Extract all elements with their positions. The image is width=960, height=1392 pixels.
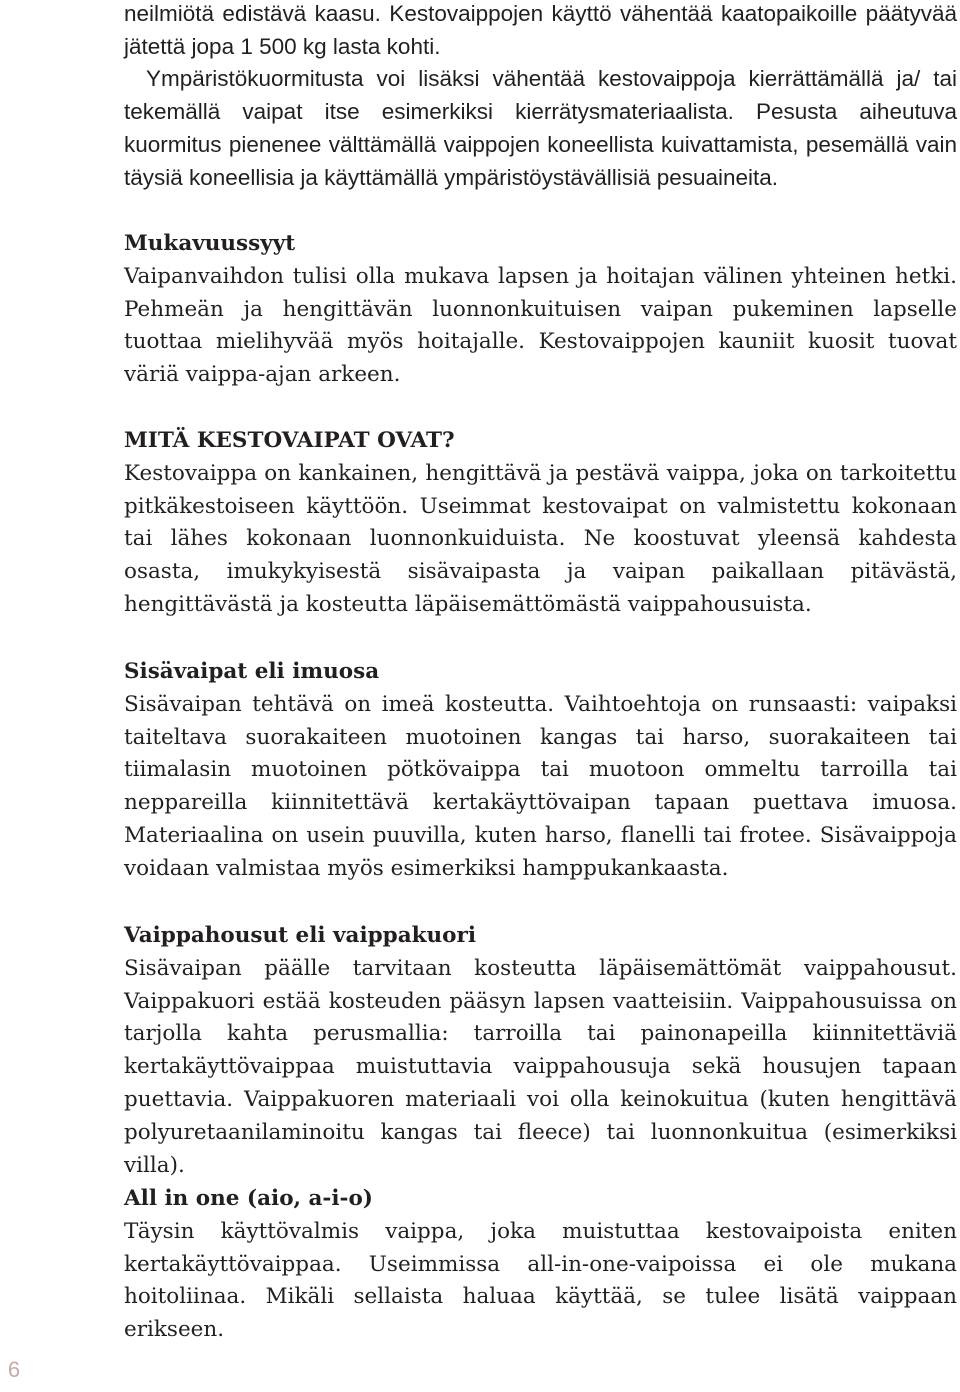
- section-heading: Vaippahousut eli vaippakuori: [124, 923, 477, 948]
- section-sisavaipat: [124, 656, 957, 886]
- intro-text: [124, 0, 957, 194]
- intro-paragraph-1: neilmiötä edistävä kaasu. Kestovaippojen käyttö vähentää kaatopaikoille päätyvää jätettä jopa 1 500 kg lasta kohti.: [124, 1, 957, 59]
- section-body: Sisävaipan päälle tarvitaan kosteutta läpäisemättömät vaippahousut. Vaippakuori estää kosteuden pääsyn lapsen vaatteisiin. Vaippahousuissa on tarjolla kahta perusmallia: tarroilla tai painonapeilla kiinnitettäviä kertakäyttövaippaa muistuttavia vaippahousuja sekä housujen tapaan puettavia. Vaippakuoren materiaali voi olla keinokuitua (kuten hengittävä polyuretaanilaminoitu kangas tai fleece) tai luonnonkuitua (esimerkiksi villa).: [124, 955, 957, 1178]
- section-heading: Sisävaipat eli imuosa: [124, 659, 380, 684]
- page-number: 6: [7, 1357, 21, 1382]
- section-body: Sisävaipan tehtävä on imeä kosteutta. Vaihtoehtoja on runsaasti: vaipaksi taiteltava suorakaiteen muotoinen kangas tai harso, suorakaiteen tai tiimalasin muotoinen pötkövaippa tai muotoon ommeltu tarroilla tai neppareilla kiinnitettävä kertakäyttövaipan tapaan puettava imuosa. Materiaalina on usein puuvilla, kuten harso, flanelli tai frotee. Sisävaippoja voidaan valmistaa myös esimerkiksi hamppukankaasta.: [124, 691, 957, 881]
- section-all-in-one: [124, 1183, 957, 1347]
- section-heading: MITÄ KESTOVAIPAT OVAT?: [124, 428, 455, 453]
- section-mukavuussyyt: [124, 228, 957, 392]
- section-mita-kestovaipat-ovat: [124, 425, 957, 622]
- section-heading: Mukavuussyyt: [124, 231, 296, 256]
- section-vaippahousut: [124, 920, 957, 1182]
- section-body: Vaipanvaihdon tulisi olla mukava lapsen ja hoitajan välinen yhteinen hetki. Pehmeän ja hengittävän luonnonkuituisen vaipan pukeminen lapselle tuottaa mielihyvää myös hoitajalle. Kestovaippojen kauniit kuosit tuovat väriä vaippa-ajan arkeen.: [124, 263, 957, 388]
- section-body: Täysin käyttövalmis vaippa, joka muistuttaa kestovaipoista eniten kertakäyttövaippaa. Useimmissa all-in-one-vaipoissa ei ole mukana hoitoliinaa. Mikäli sellaista haluaa käyttää, se tulee lisätä vaippaan erikseen.: [124, 1218, 957, 1343]
- intro-paragraph-2: Ympäristökuormitusta voi lisäksi vähentää kestovaippoja kierrättämällä ja/ tai tekemällä vaipat itse esimerkiksi kierrätysmateriaalista. Pesusta aiheutuva kuormitus pienenee välttämällä vaippojen koneellista kuivattamista, pesemällä vain täysiä koneellisia ja käyttämällä ympäristöystävällisiä pesuaineita.: [124, 66, 957, 190]
- section-heading: All in one (aio, a-i-o): [124, 1186, 373, 1211]
- section-body: Kestovaippa on kankainen, hengittävä ja pestävä vaippa, joka on tarkoitettu pitkäkestoiseen käyttöön. Useimmat kestovaipat on valmistettu kokonaan tai lähes kokonaan luonnonkuiduista. Ne koostuvat yleensä kahdesta osasta, imukykyisestä sisävaipasta ja vaipan paikallaan pitävästä, hengittävästä ja kosteutta läpäisemättömästä vaippahousuista.: [124, 460, 957, 617]
